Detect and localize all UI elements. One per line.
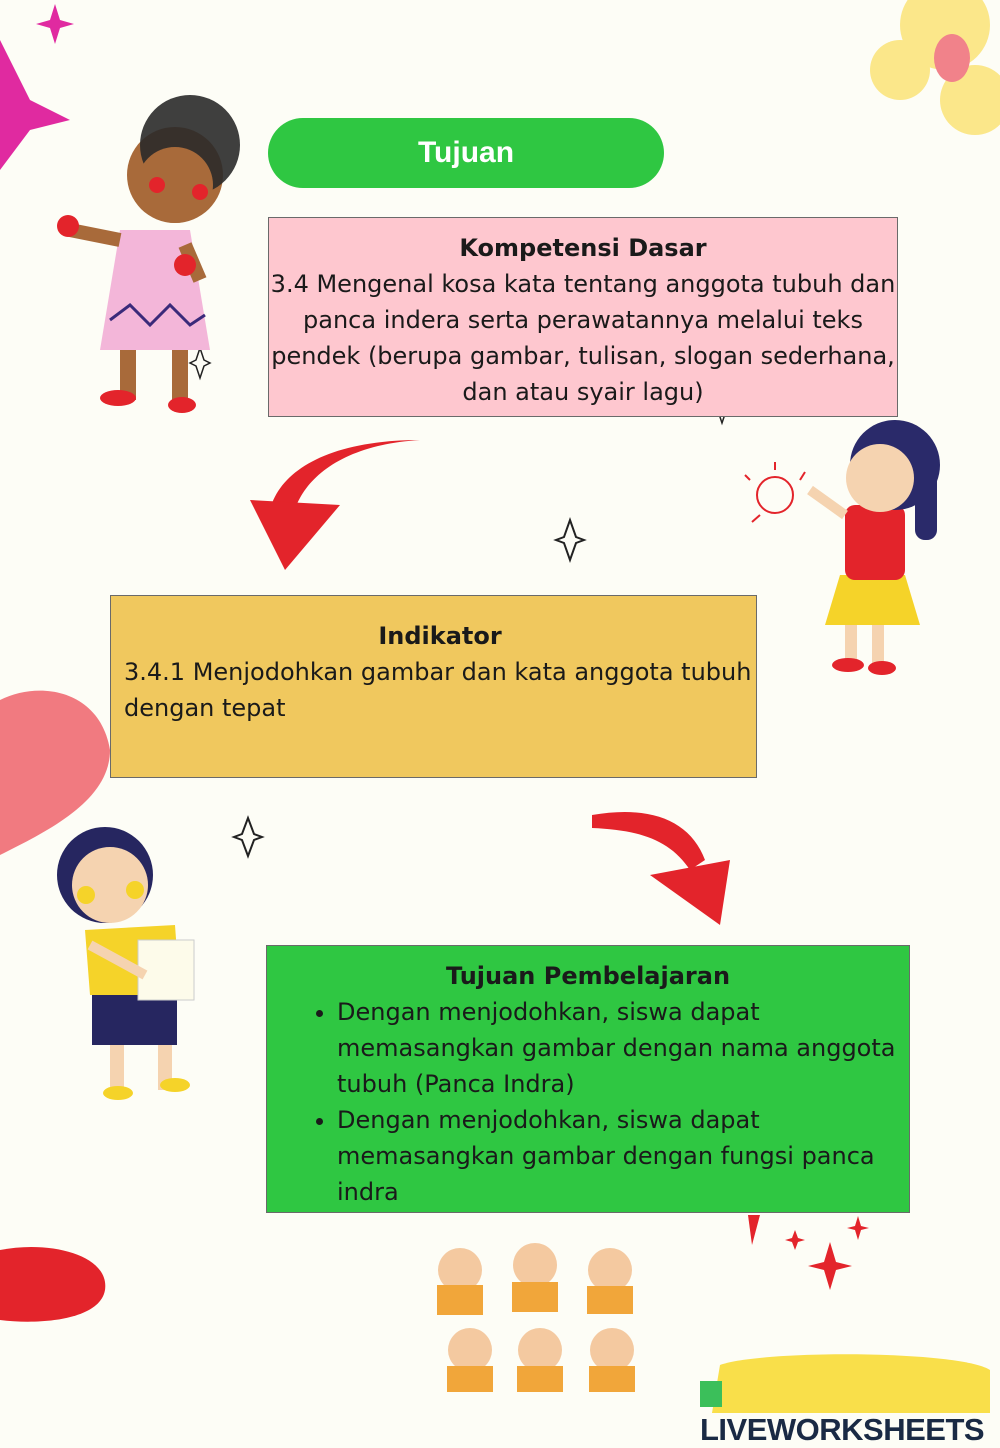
tujuan-heading: Tujuan Pembelajaran (445, 962, 731, 990)
sparkle-icon (0, 40, 70, 170)
arrow-down-right-icon (592, 812, 730, 925)
sparkle-icon (190, 348, 210, 378)
page-title: Tujuan (268, 118, 664, 188)
kompetensi-line: pendek (berupa gambar, tulisan, slogan sederhana, (271, 342, 895, 370)
indikator-heading: Indikator (378, 622, 502, 650)
list-item: • Dengan menjodohkan, siswa dapat memasangkan gambar dengan nama anggota tubuh (Panca Indra) (337, 994, 899, 1102)
kompetensi-heading: Kompetensi Dasar (459, 234, 707, 262)
sparkle-icon (808, 1242, 852, 1290)
sparkle-icon (847, 1216, 869, 1240)
sparkle-icon (748, 1215, 760, 1245)
kompetensi-dasar-box (268, 217, 898, 417)
boy-with-paper-illustration (57, 827, 194, 1100)
kompetensi-line: panca indera serta perawatannya melalui teks (303, 306, 863, 334)
indikator-line: 3.4.1 Menjodohkan gambar dan kata anggota tubuh (124, 658, 752, 686)
girl-drawing-illustration (745, 420, 940, 675)
sparkle-icon (234, 818, 262, 856)
watermark-text: LIVEWORKSHEETS (700, 1412, 985, 1447)
logo-icon (700, 1381, 722, 1407)
girl-with-apples-illustration (57, 95, 240, 413)
kompetensi-line: dan atau syair lagu) (462, 378, 704, 406)
list-item: • Dengan menjodohkan, siswa dapat memasangkan gambar dengan fungsi panca indra (337, 1102, 899, 1210)
indikator-line: dengan tepat (124, 694, 286, 722)
tujuan-pembelajaran-box (266, 945, 910, 1213)
indikator-box (110, 595, 757, 778)
flower-icon (870, 0, 1000, 135)
sparkle-icon (36, 4, 74, 44)
tujuan-list (267, 994, 909, 1210)
liveworksheets-watermark (700, 1376, 1000, 1447)
sparkle-icon (785, 1230, 805, 1250)
arrow-down-left-icon (250, 440, 420, 570)
five-senses-illustrations (437, 1243, 635, 1392)
blob-shape (0, 1247, 105, 1322)
kompetensi-line: 3.4 Mengenal kosa kata tentang anggota tubuh dan (270, 270, 896, 298)
sparkle-icon (556, 520, 584, 560)
